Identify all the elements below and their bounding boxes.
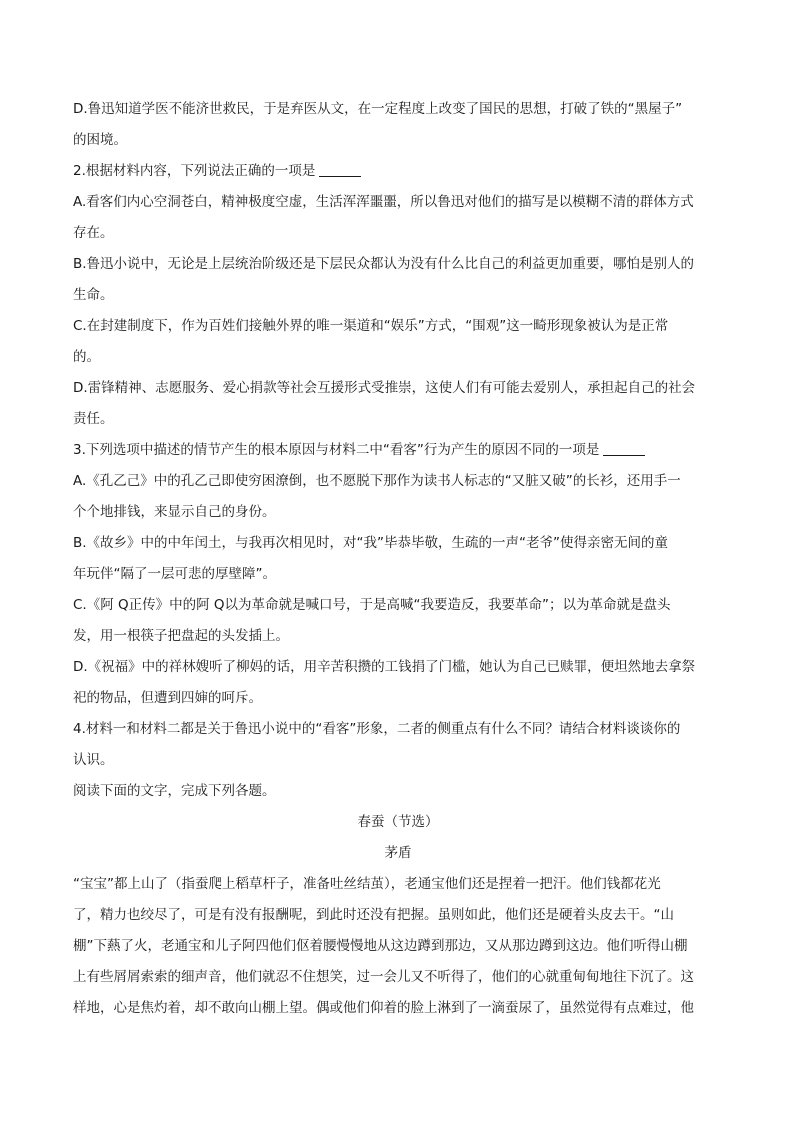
- option-d-q2-line-1: D.雷锋精神、志愿服务、爱心捐款等社会互援形式受推崇，这使人们有可能去爱别人，承担起自己的社会: [73, 380, 696, 396]
- answer-blank-q2[interactable]: [319, 162, 361, 177]
- option-c-q2-line-2: 的。: [73, 349, 100, 365]
- passage-line-5: 样地，心是焦灼着，却不敢向山棚上望。偶或他们仰着的脸上淋到了一滴蚕尿了，虽然觉得有点难过，他: [73, 1000, 694, 1016]
- option-b-q3-line-1: B.《故乡》中的中年闰土，与我再次相见时，对“我”毕恭毕敬，生疏的一声“老爷”使得亲密无间的童: [73, 535, 669, 551]
- question-2-text: 2.根据材料内容，下列说法正确的一项是: [73, 163, 316, 179]
- question-3-line: [73, 440, 723, 460]
- option-d-q2-line-2: 责任。: [73, 411, 114, 427]
- passage-title: 春蚕（节选）: [357, 814, 439, 830]
- option-d-q3-line-2: 祀的物品，但遭到四婶的呵斥。: [73, 690, 262, 706]
- option-d-q1-line-2: 的困境。: [73, 132, 127, 148]
- answer-blank-q3[interactable]: [603, 441, 645, 456]
- document-body: [73, 99, 723, 1029]
- option-c-q3-line-2: 发，用一根筷子把盘起的头发插上。: [73, 628, 289, 644]
- question-4-line-1: 4.材料一和材料二都是关于鲁迅小说中的“看客”形象，二者的侧重点有什么不同？请结合材料谈谈你的: [73, 721, 681, 737]
- question-2-line: [73, 161, 723, 181]
- passage-line-3: 棚”下爇了火，老通宝和儿子阿四他们伛着腰慢慢地从这边蹲到那边，又从那边蹲到这边。他们听得山棚: [73, 938, 688, 954]
- passage-author: 茅盾: [384, 845, 412, 861]
- question-4-line-2: 认识。: [73, 752, 114, 768]
- question-3-text: 3.下列选项中描述的情节产生的根本原因与材料二中“看客”行为产生的原因不同的一项是: [73, 442, 600, 458]
- option-a-q2-line-2: 存在。: [73, 225, 114, 241]
- passage-line-2: 了，精力也绞尽了，可是有没有报酬呢，到此时还没有把握。虽则如此，他们还是硬着头皮去干。“山: [73, 907, 674, 923]
- option-d-q3-line-1: D.《祝福》中的祥林嫂听了柳妈的话，用辛苦积攒的工钱捐了门槛，她认为自己已赎罪，便坦然地去拿祭: [73, 659, 696, 675]
- passage-line-4: 上有些屑屑索索的细声音，他们就忍不住想笑，过一会儿又不听得了，他们的心就重甸甸地往下沉了。这: [73, 969, 694, 985]
- option-c-q2-line-1: C.在封建制度下，作为百姓们接触外界的唯一渠道和“娱乐”方式，“围观”这一畸形现象被认为是正常: [73, 318, 669, 334]
- option-c-q3-line-1: C.《阿 Q正传》中的阿 Q以为革命就是喊口号，于是高喊“我要造反，我要革命”；以为革命就是盘头: [73, 597, 671, 613]
- passage-line-1: “宝宝”都上山了（指蚕爬上稻草杆子，准备吐丝结茧），老通宝他们还是捏着一把汗。他们钱都花光: [73, 876, 661, 892]
- option-b-q3-line-2: 年玩伴“隔了一层可悲的厚壁障”。: [73, 566, 276, 582]
- option-b-q2-line-1: B.鲁迅小说中，无论是上层统治阶级还是下层民众都认为没有什么比自己的利益更加重要，哪怕是别人的: [73, 256, 695, 272]
- option-a-q3-line-2: 个个地排钱，来显示自己的身份。: [73, 504, 276, 520]
- option-b-q2-line-2: 生命。: [73, 287, 114, 303]
- option-d-q1-line-1: D.鲁迅知道学医不能济世救民，于是弃医从文，在一定程度上改变了国民的思想，打破了铁的“黑屋子”: [73, 101, 683, 117]
- option-a-q2-line-1: A.看客们内心空洞苍白，精神极度空虚，生活浑浑噩噩，所以鲁迅对他们的描写是以模糊不清的群体方式: [73, 194, 694, 210]
- option-a-q3-line-1: A.《孔乙己》中的孔乙己即使穷困潦倒，也不愿脱下那作为读书人标志的“又脏又破”的长衫，还用手一: [73, 473, 681, 489]
- reading-instruction: 阅读下面的文字，完成下列各题。: [73, 783, 276, 799]
